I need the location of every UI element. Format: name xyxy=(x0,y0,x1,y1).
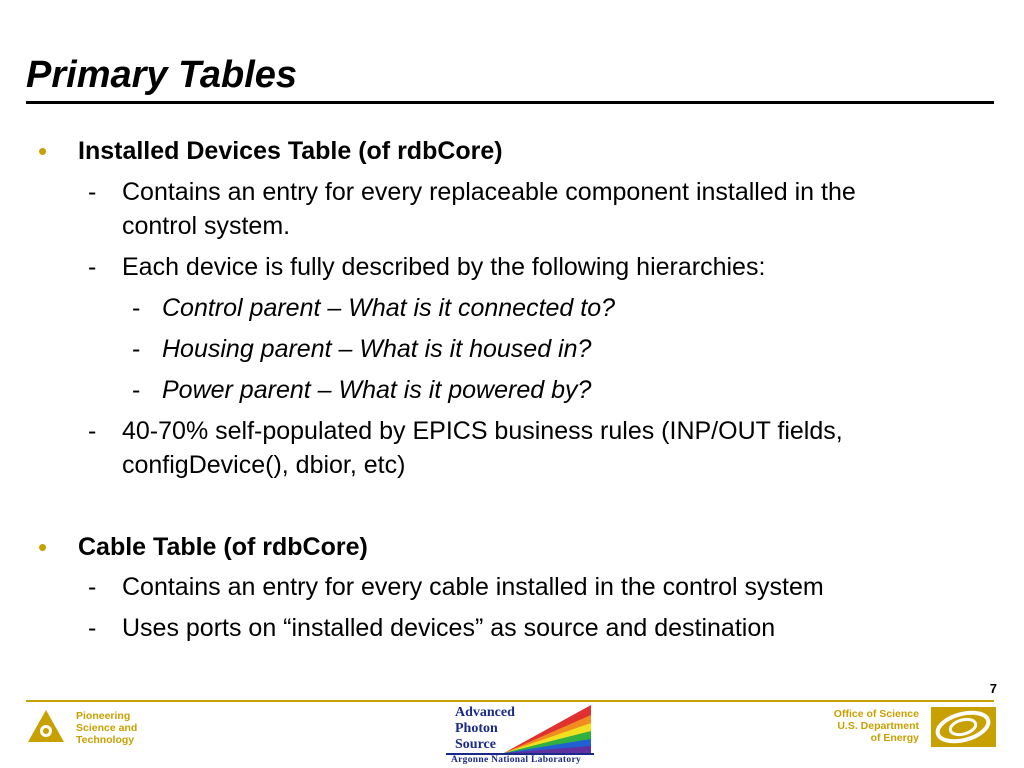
dash-marker: - xyxy=(88,573,97,601)
footer-left-line: Pioneering xyxy=(76,710,131,722)
dash-marker: - xyxy=(88,253,97,281)
page-number: 7 xyxy=(989,681,997,696)
dash-marker: - xyxy=(132,294,141,322)
dash-marker: - xyxy=(88,178,97,206)
aps-line: Photon xyxy=(455,721,498,736)
footer-left-text xyxy=(76,710,137,746)
aps-line: Advanced xyxy=(455,705,515,720)
bullet-icon: • xyxy=(38,136,48,166)
sub-list-item: Power parent – What is it powered by? xyxy=(162,376,592,404)
footer-right-line: Office of Science xyxy=(833,708,919,720)
dash-marker: - xyxy=(88,417,97,445)
doe-logo-icon xyxy=(931,707,996,747)
aps-line: Source xyxy=(455,737,496,752)
sub-list-item: Housing parent – What is it housed in? xyxy=(162,335,592,363)
list-item: Contains an entry for every cable installed in the control system xyxy=(122,573,824,601)
list-item: Uses ports on “installed devices” as source and destination xyxy=(122,614,776,642)
list-item: Each device is fully described by the following hierarchies: xyxy=(122,253,766,281)
bullet-icon: • xyxy=(38,532,48,562)
footer-right-line: of Energy xyxy=(870,732,919,744)
section-heading: Installed Devices Table (of rdbCore) xyxy=(78,137,503,165)
dash-marker: - xyxy=(88,614,97,642)
list-item: 40-70% self-populated by EPICS business rules (INP/OUT fields, xyxy=(122,417,843,445)
argonne-a-logo-icon xyxy=(26,708,66,744)
argonne-national-laboratory-label: Argonne National Laboratory xyxy=(451,755,582,765)
list-item-continued: configDevice(), dbior, etc) xyxy=(122,451,406,479)
footer-right-line: U.S. Department xyxy=(837,720,919,732)
footer-right-text xyxy=(834,708,919,744)
list-item: Contains an entry for every replaceable component installed in the xyxy=(122,178,856,206)
dash-marker: - xyxy=(132,335,141,363)
footer-rule xyxy=(26,700,994,702)
slide-title: Primary Tables xyxy=(26,54,298,96)
footer-left-line: Science and xyxy=(76,722,138,734)
footer-left-line: Technology xyxy=(76,734,135,746)
section-heading: Cable Table (of rdbCore) xyxy=(78,533,368,561)
list-item-continued: control system. xyxy=(122,212,291,240)
dash-marker: - xyxy=(132,376,141,404)
sub-list-item: Control parent – What is it connected to? xyxy=(162,294,616,322)
